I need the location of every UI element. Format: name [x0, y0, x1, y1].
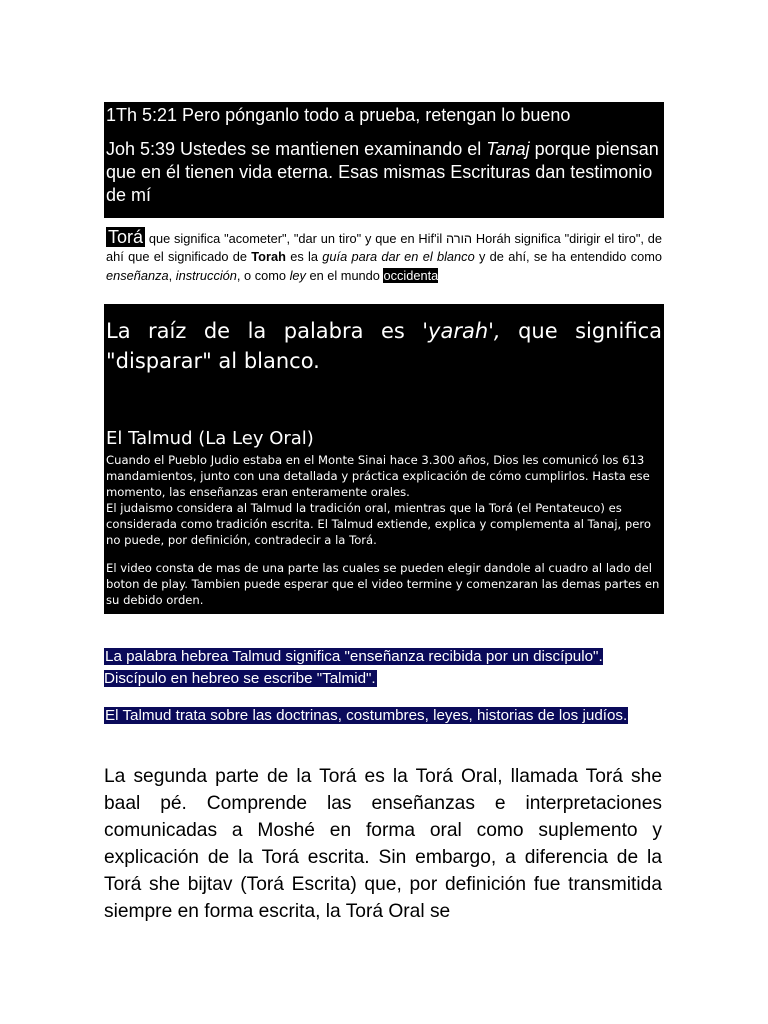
tora-em4: ley: [289, 267, 306, 283]
tora-text-b: Horáh significa "dirigir el tiro", de ahí que el significado de: [106, 231, 662, 265]
tora-em3: instrucción: [175, 267, 237, 283]
talmud-block: [104, 408, 664, 614]
raiz-yarah: 'yarah',: [422, 319, 501, 343]
tora-text-a: que significa "acometer", "dar un tiro" y que en Hif'il: [145, 231, 447, 246]
tora-heading: Torá: [108, 227, 144, 247]
verse-john: [104, 131, 664, 218]
body-paragraph-text: La segunda parte de la Torá es la Torá Oral, llamada Torá she baal pé. Comprende las enseñanzas e interpretaciones comunicadas a Moshé en forma oral como suplemento y explicación de la Torá escrita. Sin embargo, a diferencia de la Torá she bijtav (Torá Escrita) que, por definición fue transmitida siempre en forma escrita, la Torá Oral se: [104, 766, 662, 922]
tora-em2: enseñanza: [106, 267, 169, 283]
tora-bold: Torah: [251, 249, 286, 265]
raiz-pre: La raíz de la palabra es: [106, 319, 423, 343]
tora-text-e: ,: [168, 267, 176, 283]
talmud-title: El Talmud (La Ley Oral): [106, 428, 314, 449]
tora-hebrew: הורה: [446, 231, 473, 246]
highlight-talmud-topics-text: El Talmud trata sobre las doctrinas, costumbres, leyes, historias de los judíos.: [105, 707, 628, 724]
highlight-talmud-topics: [104, 705, 664, 727]
verse-thessalonians: [104, 102, 664, 131]
tora-text-c: es la: [285, 249, 323, 265]
tora-text-d: y de ahí, se ha entendido como: [474, 249, 663, 265]
highlight-talmud-meaning-text: La palabra hebrea Talmud significa "enseñanza recibida por un discípulo". Discípulo en hebreo se escribe "Talmid".: [104, 648, 603, 687]
tora-text-f: , o como: [236, 267, 290, 283]
talmud-paragraph-2: El judaismo considera al Talmud la tradición oral, mientras que la Torá (el Pentateuco) es considerada como tradición escrita. El Talmud extiende, explica y complementa al Tanaj, pero no puede, por definición, contradecir a la Torá.: [106, 501, 652, 547]
verse-john-post: porque piensan que en él tienen vida eterna. Esas mismas Escrituras dan testimonio de mí: [106, 139, 659, 205]
tora-em1: guía para dar en el blanco: [322, 249, 475, 265]
highlight-talmud-meaning: [104, 646, 664, 690]
tora-tail: occidenta: [383, 267, 439, 283]
tora-definition: [106, 220, 662, 304]
verse-thessalonians-text: 1Th 5:21 Pero pónganlo todo a prueba, retengan lo bueno: [106, 105, 571, 125]
verse-john-tanaj: Tanaj: [486, 139, 530, 159]
verse-john-pre: Joh 5:39 Ustedes se mantienen examinando el: [106, 139, 487, 159]
tora-text-g: en el mundo: [305, 267, 384, 283]
body-paragraph: [104, 763, 662, 925]
talmud-paragraph-3: El video consta de mas de una parte las cuales se pueden elegir dandole al cuadro al lado del boton de play. Tambien puede esperar que el video termine y comenzaran las demas partes en su debido orden.: [106, 561, 660, 607]
talmud-spacer: [106, 548, 662, 560]
raiz-block: [104, 304, 664, 408]
talmud-paragraph-1: Cuando el Pueblo Judio estaba en el Monte Sinai hace 3.300 años, Dios les comunicó los 613 mandamientos, junto con una detallada y práctica explicación de cómo cumplirlos. Hasta ese momento, las enseñanzas eran enteramente orales.: [106, 453, 650, 499]
raiz-post: que significa "disparar" al blanco.: [106, 319, 662, 373]
